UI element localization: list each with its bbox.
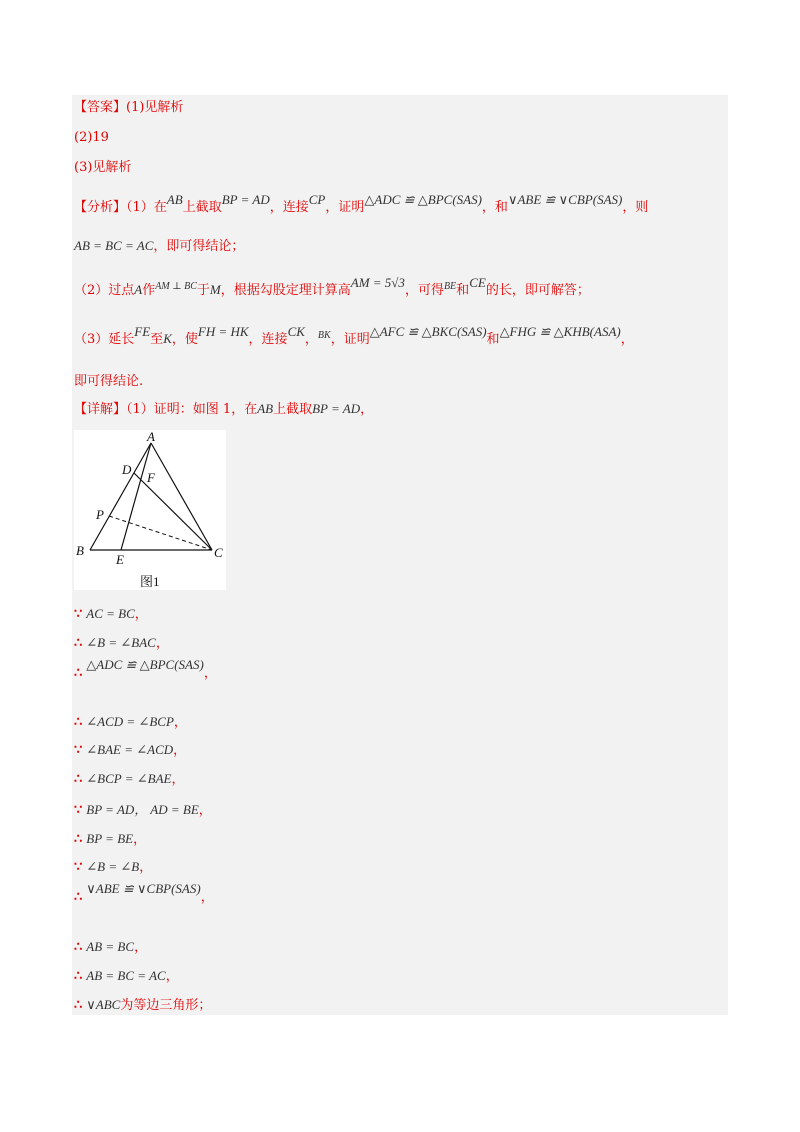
analysis-text: ，连接 bbox=[248, 332, 288, 347]
math-expr: △AFC ≌ △BKC(SAS) bbox=[369, 324, 487, 339]
math-expr: △ADC ≌ △BPC(SAS) bbox=[364, 192, 482, 207]
analysis-text: 和 bbox=[456, 283, 470, 298]
proof-step bbox=[74, 634, 169, 653]
therefore-symbol: ∴ bbox=[74, 940, 83, 955]
segment-ae bbox=[121, 443, 151, 550]
analysis-line-4 bbox=[74, 324, 634, 350]
analysis-text: ，则 bbox=[622, 200, 649, 215]
math-expr: BP = AD bbox=[312, 401, 361, 416]
analysis-line-3 bbox=[74, 275, 590, 301]
label-b: B bbox=[76, 543, 84, 558]
proof-expression: ∠ACD = ∠BCP bbox=[86, 714, 174, 729]
proof-step bbox=[74, 657, 217, 683]
therefore-symbol: ∴ bbox=[74, 832, 83, 847]
therefore-symbol: ∴ bbox=[74, 666, 83, 681]
because-symbol: ∵ bbox=[74, 607, 83, 622]
detail-text: ， bbox=[360, 402, 374, 417]
proof-step bbox=[74, 741, 186, 760]
triangle-figure bbox=[74, 430, 226, 590]
proof-punctuation: ， bbox=[165, 969, 179, 984]
analysis-text: 上截取 bbox=[182, 200, 222, 215]
detail-text: （1）证明：如图 1，在 bbox=[126, 402, 258, 417]
analysis-text: 作 bbox=[142, 283, 156, 298]
detail-text: 上截取 bbox=[273, 402, 313, 417]
math-expr: FE bbox=[134, 324, 151, 339]
proof-expression: △ADC ≌ △BPC(SAS) bbox=[86, 657, 204, 672]
proof-expression: ∨ABC bbox=[86, 997, 121, 1012]
math-expr: AB bbox=[166, 192, 183, 207]
math-expr: M bbox=[209, 282, 221, 297]
figure-caption: 图1 bbox=[140, 574, 160, 589]
proof-expression: BP = AD， AD = BE bbox=[86, 802, 199, 817]
segment-dc bbox=[134, 473, 212, 550]
proof-punctuation: ， bbox=[134, 607, 148, 622]
label-e: E bbox=[116, 552, 124, 567]
analysis-text: ， bbox=[620, 332, 634, 347]
math-expr: K bbox=[163, 331, 172, 346]
proof-expression: ∠B = ∠BAC bbox=[86, 635, 156, 650]
proof-expression: AB = BC = AC bbox=[86, 968, 166, 983]
analysis-heading: 【分析】 bbox=[74, 200, 127, 215]
therefore-symbol: ∴ bbox=[74, 969, 83, 984]
math-expr: △FHG ≌ △KHB(ASA) bbox=[499, 324, 621, 339]
math-expr: BE bbox=[443, 281, 457, 292]
answer-heading: 【答案】 bbox=[74, 100, 127, 115]
math-expr: AB bbox=[257, 401, 274, 416]
because-symbol: ∵ bbox=[74, 743, 83, 758]
therefore-symbol: ∴ bbox=[74, 636, 83, 651]
proof-expression: ∨ABE ≌ ∨CBP(SAS) bbox=[86, 881, 201, 896]
segment-pc-dashed bbox=[109, 516, 212, 550]
math-expr: AB = BC = AC bbox=[74, 238, 154, 253]
answer-part-1: (1)见解析 bbox=[126, 100, 184, 115]
math-expr: FH = HK bbox=[197, 324, 249, 339]
math-expr: AM ⊥ BC bbox=[155, 281, 197, 292]
because-symbol: ∵ bbox=[74, 860, 83, 875]
proof-punctuation: ， bbox=[171, 772, 185, 787]
proof-step bbox=[74, 830, 146, 849]
proof-punctuation: ， bbox=[198, 803, 212, 818]
figure-1 bbox=[74, 430, 226, 590]
proof-step bbox=[74, 605, 148, 624]
proof-punctuation: ， bbox=[155, 636, 169, 651]
proof-expression: ∠BAE = ∠ACD bbox=[86, 742, 174, 757]
math-expr: CK bbox=[287, 324, 305, 339]
answer-part-2: (2)19 bbox=[74, 130, 109, 145]
analysis-line-1 bbox=[74, 192, 649, 217]
analysis-text: ，证明 bbox=[330, 332, 370, 347]
proof-expression: ∠BCP = ∠BAE bbox=[86, 771, 172, 786]
analysis-text: 至 bbox=[150, 332, 164, 347]
proof-punctuation: ， bbox=[133, 832, 147, 847]
analysis-line-2 bbox=[74, 237, 244, 256]
therefore-symbol: ∴ bbox=[74, 772, 83, 787]
analysis-text: 和 bbox=[486, 332, 500, 347]
proof-punctuation: ， bbox=[200, 890, 214, 905]
label-c: C bbox=[214, 545, 223, 560]
segment-ab bbox=[90, 443, 151, 550]
proof-step bbox=[74, 801, 212, 820]
proof-step bbox=[74, 996, 211, 1015]
therefore-symbol: ∴ bbox=[74, 890, 83, 905]
therefore-symbol: ∴ bbox=[74, 715, 83, 730]
proof-step bbox=[74, 967, 179, 986]
segment-ac bbox=[151, 443, 212, 550]
analysis-text: ，即可得结论； bbox=[153, 239, 245, 254]
analysis-text: ，连接 bbox=[269, 200, 309, 215]
therefore-symbol: ∴ bbox=[74, 998, 83, 1013]
answer-line-1 bbox=[74, 99, 183, 117]
analysis-text: ，证明 bbox=[325, 200, 365, 215]
proof-step bbox=[74, 881, 214, 907]
proof-punctuation: ， bbox=[173, 715, 187, 730]
proof-punctuation: ， bbox=[139, 860, 153, 875]
analysis-text: 的长，即可解答； bbox=[485, 283, 590, 298]
analysis-text: ，使 bbox=[171, 332, 198, 347]
proof-step bbox=[74, 713, 187, 732]
detail-heading: 【详解】 bbox=[74, 402, 127, 417]
math-expr: CP bbox=[308, 192, 326, 207]
math-expr: BK bbox=[317, 330, 331, 341]
proof-punctuation: ， bbox=[134, 940, 148, 955]
math-expr: ∨ABE ≌ ∨CBP(SAS) bbox=[507, 192, 623, 207]
label-p: P bbox=[96, 507, 104, 522]
math-expr: CE bbox=[469, 275, 486, 290]
answer-part-3: (3)见解析 bbox=[74, 160, 132, 175]
analysis-text: ， bbox=[304, 332, 318, 347]
analysis-text: （2）过点 bbox=[74, 283, 135, 298]
label-a: A bbox=[147, 430, 155, 444]
analysis-text: （3）延长 bbox=[74, 332, 135, 347]
proof-step bbox=[74, 770, 185, 789]
proof-expression: BP = BE bbox=[86, 831, 134, 846]
proof-step bbox=[74, 858, 152, 877]
label-f: F bbox=[147, 470, 155, 485]
analysis-text: ，和 bbox=[481, 200, 508, 215]
math-expr: A bbox=[134, 282, 143, 297]
analysis-text: ，根据勾股定理计算高 bbox=[220, 283, 351, 298]
proof-step bbox=[74, 938, 147, 957]
proof-expression: AB = BC bbox=[86, 939, 135, 954]
proof-expression: ∠B = ∠B bbox=[86, 859, 140, 874]
analysis-text: （1）在 bbox=[126, 200, 167, 215]
analysis-text: ，可得 bbox=[404, 283, 444, 298]
proof-punctuation: ， bbox=[203, 666, 217, 681]
analysis-text: 于 bbox=[196, 283, 210, 298]
proof-punctuation: 为等边三角形； bbox=[120, 998, 212, 1013]
proof-punctuation: ， bbox=[173, 743, 187, 758]
proof-expression: AC = BC bbox=[86, 606, 135, 621]
analysis-line-5: 即可得结论. bbox=[74, 374, 144, 389]
detail-line-1 bbox=[74, 400, 373, 419]
label-d: D bbox=[122, 462, 132, 477]
math-expr: BP = AD bbox=[221, 192, 270, 207]
because-symbol: ∵ bbox=[74, 803, 83, 818]
math-expr: AM = 5√3 bbox=[350, 275, 405, 290]
